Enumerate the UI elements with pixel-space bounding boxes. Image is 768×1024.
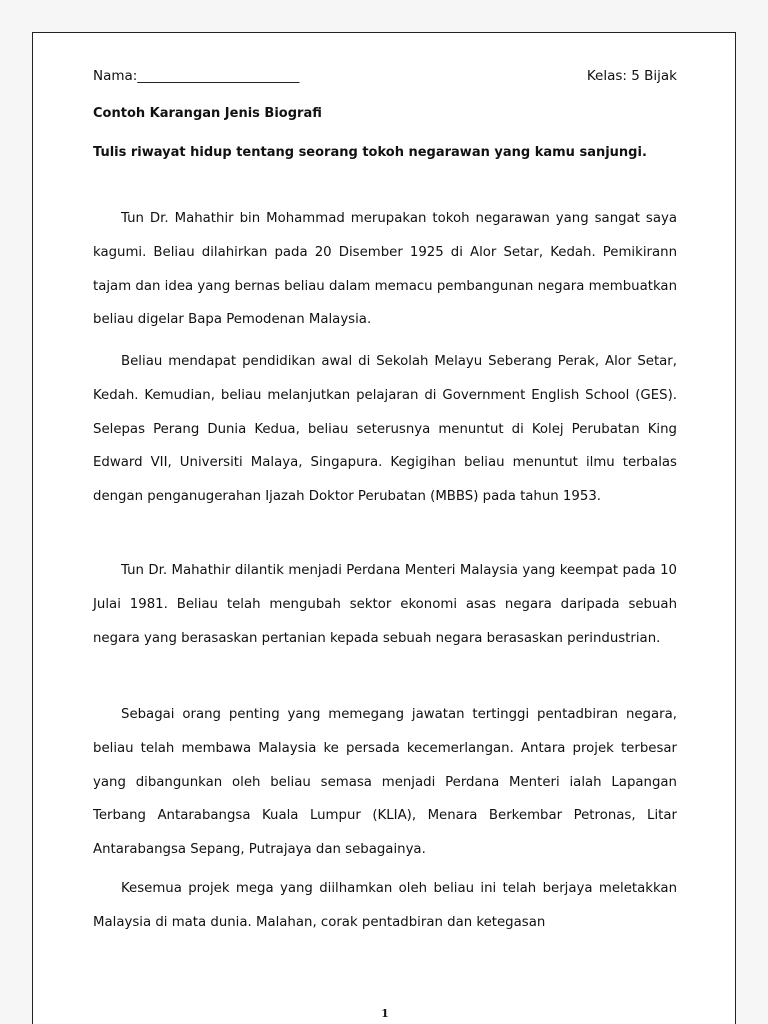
instruction-text: Tulis riwayat hidup tentang seorang tokoh negarawan yang kamu sanjungi. xyxy=(93,145,647,160)
paragraph-2: Beliau mendapat pendidikan awal di Sekolah Melayu Seberang Perak, Alor Setar, Kedah. Kemudian, beliau melanjutkan pelajaran di Government English School (GES). Selepas Perang Dunia Kedua, beliau seterusnya menuntut di Kolej Perubatan King Edward VII, Universiti Malaya, Singapura. Kegigihan beliau menuntut ilmu terbalas dengan penganugerahan Ijazah Doktor Perubatan (MBBS) pada tahun 1953. xyxy=(93,354,677,505)
document-title: Contoh Karangan Jenis Biografi xyxy=(93,106,322,121)
name-field-label: Nama:________________________ xyxy=(93,68,300,84)
class-label: Kelas: 5 Bijak xyxy=(586,68,677,84)
paragraph-1: Tun Dr. Mahathir bin Mohammad merupakan tokoh negarawan yang sangat saya kagumi. Beliau dilahirkan pada 20 Disember 1925 di Alor Setar, Kedah. Pemikirann tajam dan idea yang bernas beliau dalam memacu pembangunan negara membuatkan beliau digelar Bapa Pemodenan Malaysia. xyxy=(93,211,677,328)
paragraph-5: Kesemua projek mega yang diilhamkan oleh beliau ini telah berjaya meletakkan Malaysia di mata dunia. Malahan, corak pentadbiran dan ketegasan xyxy=(93,881,677,930)
paragraph-4: Sebagai orang penting yang memegang jawatan tertinggi pentadbiran negara, beliau telah membawa Malaysia ke persada kecemerlangan. Antara projek terbesar yang dibangunkan oleh beliau semasa menjadi Perdana Menteri ialah Lapangan Terbang Antarabangsa Kuala Lumpur (KLIA), Menara Berkembar Petronas, Litar Antarabangsa Sepang, Putrajaya dan sebagainya. xyxy=(93,707,677,858)
header-row xyxy=(93,68,677,84)
paragraph-3: Tun Dr. Mahathir dilantik menjadi Perdana Menteri Malaysia yang keempat pada 10 Julai 1981. Beliau telah mengubah sektor ekonomi asas negara daripada sebuah negara yang berasaskan pertanian kepada sebuah negara berasaskan perindustrian. xyxy=(93,563,677,646)
page-number: 1 xyxy=(381,1007,389,1020)
document-page xyxy=(32,32,736,1024)
